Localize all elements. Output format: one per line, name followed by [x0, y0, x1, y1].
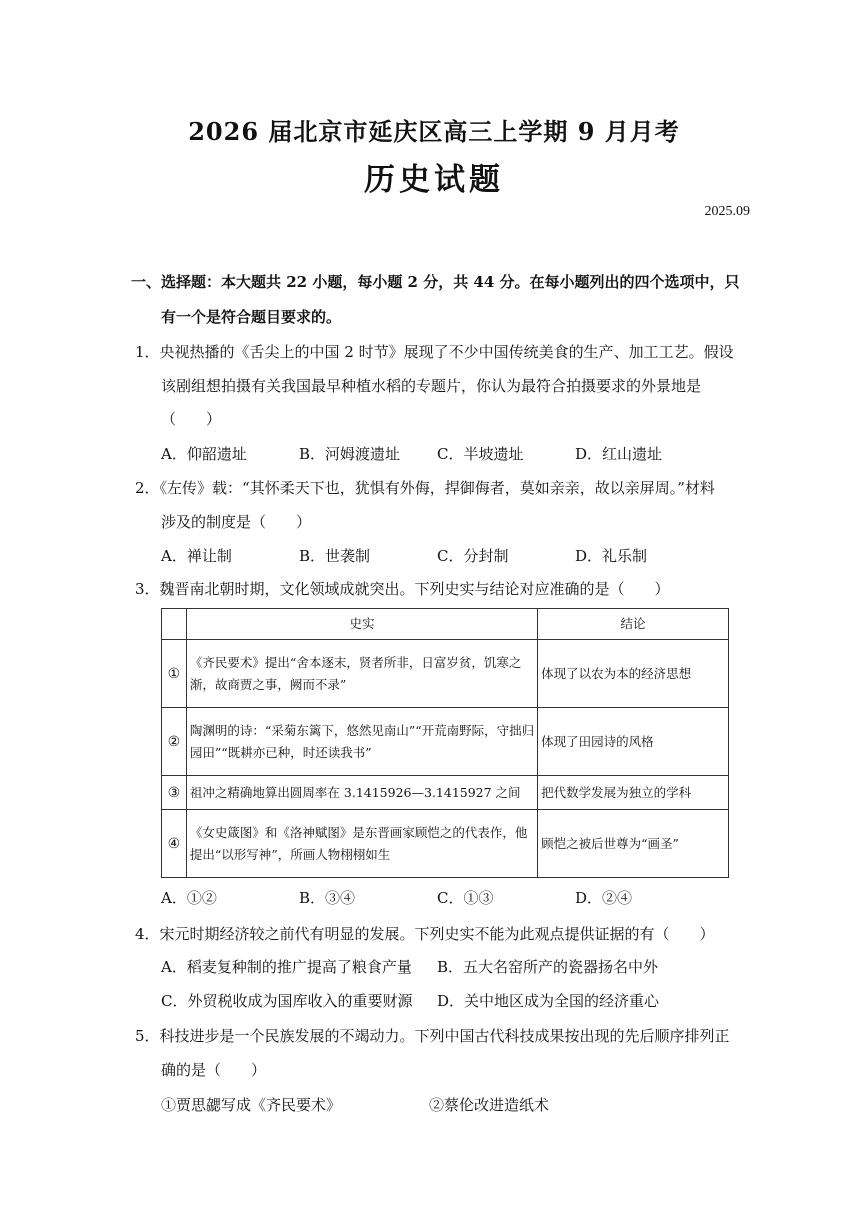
q3-option-a[interactable]: A．①②	[161, 889, 217, 907]
q4-option-b[interactable]: B．五大名窑所产的瓷器扬名中外	[437, 958, 659, 976]
row-conclusion: 顾恺之被后世尊为“画圣”	[538, 810, 729, 878]
row-conclusion: 体现了以农为本的经济思想	[538, 640, 729, 708]
exam-date: 2025.09	[704, 204, 750, 219]
section-instruction-line2: 有一个是符合题目要求的。	[161, 308, 342, 326]
row-conclusion: 把代数学发展为独立的学科	[538, 776, 729, 810]
q2-stem-line2: 涉及的制度是（ ）	[161, 513, 312, 531]
exam-title: 2026 届北京市延庆区高三上学期 9 月月考	[188, 117, 680, 146]
q1-option-c[interactable]: C．半坡遗址	[437, 445, 524, 463]
table-header-conclusion: 结论	[538, 609, 729, 640]
table-header-blank	[162, 609, 187, 640]
row-fact: 《女史箴图》和《洛神赋图》是东晋画家顾恺之的代表作，他提出“以形写神”，所画人物栩栩如生	[186, 810, 537, 878]
q4-option-a[interactable]: A．稻麦复种制的推广提高了粮食产量	[161, 958, 412, 976]
q2-stem-line1: 2．《左传》载：“其怀柔天下也，犹惧有外侮，捍御侮者，莫如亲亲，故以亲屏周。”材料	[135, 479, 715, 497]
table-row	[162, 810, 729, 878]
table-row	[162, 708, 729, 776]
q1-option-a[interactable]: A．仰韶遗址	[161, 445, 247, 463]
row-conclusion: 体现了田园诗的风格	[538, 708, 729, 776]
row-number: ④	[162, 810, 187, 878]
row-fact: 陶渊明的诗：“采菊东篱下，悠然见南山”“开荒南野际，守拙归园田”“既耕亦已种，时还读我书”	[186, 708, 537, 776]
q3-option-b[interactable]: B．③④	[299, 889, 356, 907]
table-header-fact: 史实	[186, 609, 537, 640]
exam-subject: 历史试题	[364, 162, 504, 198]
q3-option-c[interactable]: C．①③	[437, 889, 494, 907]
table-header-row	[162, 609, 729, 640]
q4-option-c[interactable]: C．外贸税收成为国库收入的重要财源	[161, 992, 413, 1010]
section-instruction-line1: 一、选择题：本大题共 22 小题，每小题 2 分，共 44 分。在每小题列出的四个选项中，只	[131, 273, 740, 291]
q1-option-d[interactable]: D．红山遗址	[575, 445, 663, 463]
q2-option-d[interactable]: D．礼乐制	[575, 547, 648, 565]
q3-option-d[interactable]: D．②④	[575, 889, 633, 907]
q5-item-2: ②蔡伦改进造纸术	[429, 1096, 550, 1114]
q5-item-1: ①贾思勰写成《齐民要术》	[161, 1096, 342, 1114]
table-row	[162, 776, 729, 810]
row-number: ①	[162, 640, 187, 708]
row-fact: 祖冲之精确地算出圆周率在 3.1415926—3.1415927 之间	[186, 776, 537, 810]
q4-stem: 4．宋元时期经济较之前代有明显的发展。下列史实不能为此观点提供证据的有（ ）	[135, 925, 715, 943]
q4-option-d[interactable]: D．关中地区成为全国的经济重心	[437, 992, 660, 1010]
q2-option-a[interactable]: A．禅让制	[161, 547, 232, 565]
q1-stem-line2: 该剧组想拍摄有关我国最早种植水稻的专题片，你认为最符合拍摄要求的外景地是	[161, 377, 702, 395]
row-fact: 《齐民要术》提出“舍本逐末，贤者所非，日富岁贫，饥寒之渐，故商贾之事，阙而不录”	[186, 640, 537, 708]
q5-stem-line1: 5．科技进步是一个民族发展的不竭动力。下列中国古代科技成果按出现的先后顺序排列正	[135, 1027, 730, 1045]
q3-stem: 3．魏晋南北朝时期，文化领域成就突出。下列史实与结论对应准确的是（ ）	[135, 580, 670, 598]
q2-option-b[interactable]: B．世袭制	[299, 547, 371, 565]
q5-stem-line2: 确的是（ ）	[161, 1061, 267, 1079]
row-number: ③	[162, 776, 187, 810]
q1-option-b[interactable]: B．河姆渡遗址	[299, 445, 401, 463]
q2-option-c[interactable]: C．分封制	[437, 547, 509, 565]
q1-stem-line1: 1．央视热播的《舌尖上的中国 2 时节》展现了不少中国传统美食的生产、加工工艺。假设	[135, 343, 734, 361]
q1-answer-blank: （ ）	[161, 410, 222, 428]
q3-facts-table	[161, 608, 729, 878]
table-row	[162, 640, 729, 708]
row-number: ②	[162, 708, 187, 776]
